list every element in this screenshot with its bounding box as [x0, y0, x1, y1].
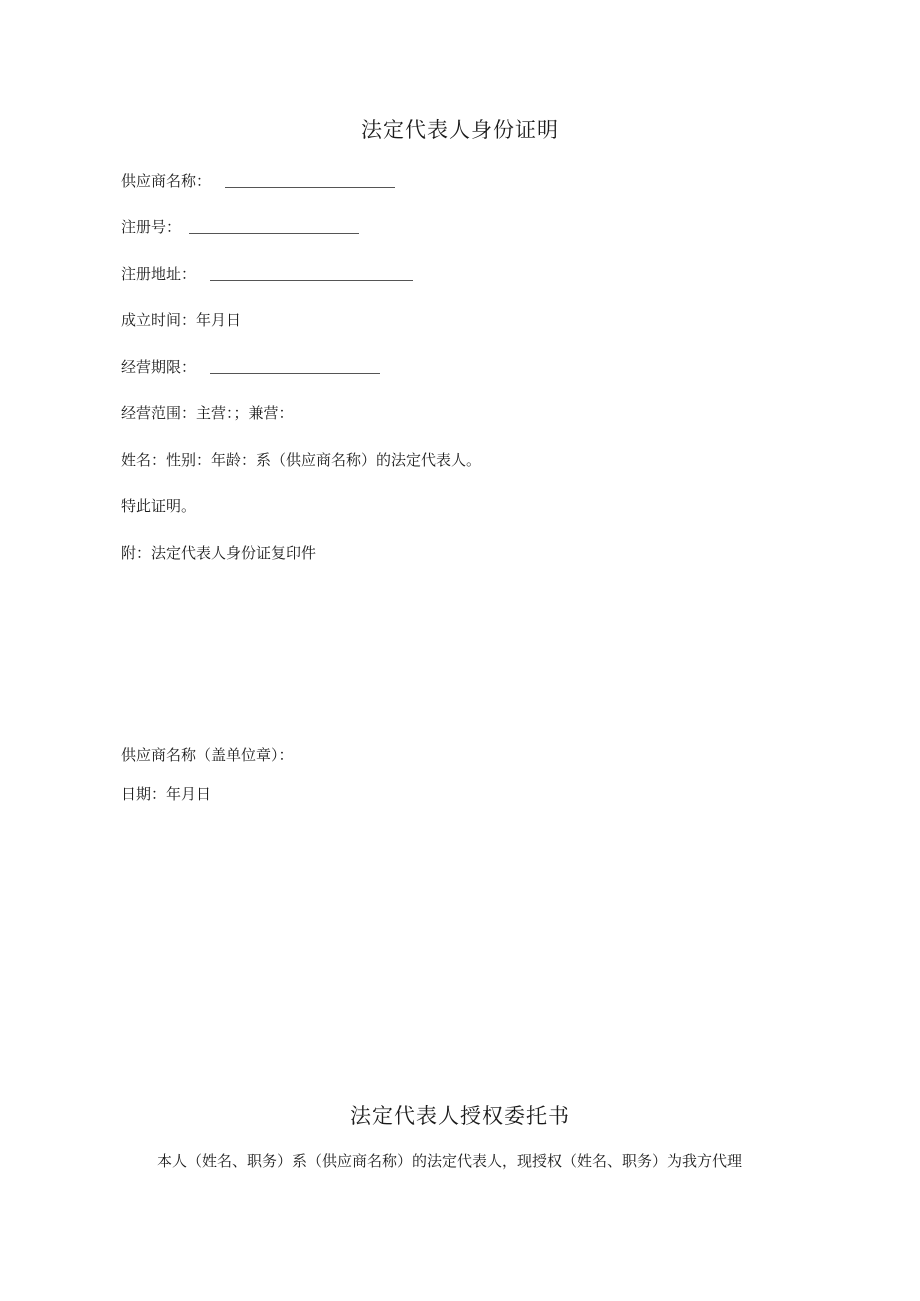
registered-address-row — [121, 263, 413, 285]
business-term-blank[interactable] — [210, 359, 380, 374]
legal-rep-identity-title: 法定代表人身份证明 — [361, 118, 559, 142]
registration-number-label: 注册号： — [121, 218, 182, 236]
registered-address-label: 注册地址： — [121, 265, 197, 283]
identity-statement-line: 姓名：性别：年龄：系（供应商名称）的法定代表人。 — [121, 451, 482, 469]
business-term-label: 经营期限： — [121, 358, 197, 376]
supplier-name-blank[interactable] — [225, 173, 395, 188]
registration-number-blank[interactable] — [189, 219, 359, 234]
authorization-opening-paragraph: 本人（姓名、职务）系（供应商名称）的法定代表人，现授权（姓名、职务）为我方代理 — [157, 1152, 743, 1170]
supplier-name-row — [121, 170, 395, 192]
registration-number-row — [121, 216, 359, 238]
business-term-row — [121, 356, 380, 378]
signature-date-line: 日期：年月日 — [121, 785, 212, 803]
established-date-line: 成立时间：年月日 — [121, 311, 242, 329]
attachment-line: 附：法定代表人身份证复印件 — [121, 544, 317, 562]
certification-line: 特此证明。 — [121, 497, 197, 515]
authorization-letter-title: 法定代表人授权委托书 — [350, 1104, 570, 1128]
business-scope-line: 经营范围：主营：；兼营： — [121, 404, 294, 422]
supplier-name-label: 供应商名称： — [121, 172, 212, 190]
supplier-seal-line: 供应商名称（盖单位章）： — [121, 746, 294, 764]
registered-address-blank[interactable] — [210, 266, 413, 281]
